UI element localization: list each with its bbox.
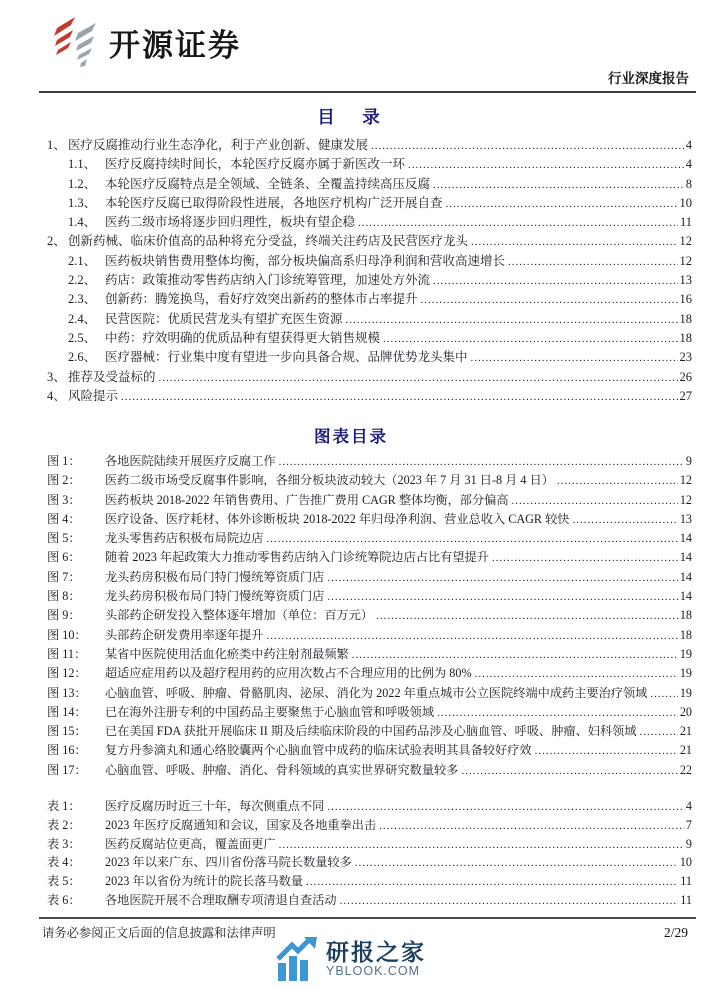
toc-entry[interactable] (47, 347, 692, 366)
watermark-name: 研报之家 (326, 939, 426, 966)
entry-page-number: 18 (679, 330, 692, 345)
entry-page-number: 12 (679, 253, 692, 268)
dotted-leader (266, 628, 677, 643)
entry-page-number: 4 (685, 799, 692, 813)
entry-page-number: 21 (679, 724, 692, 739)
figure-toc-entry[interactable] (47, 510, 692, 529)
toc-entry[interactable] (47, 251, 692, 270)
entry-label: 心脑血管、呼吸、肿瘤、骨骼肌肉、泌尿、消化为 2022 年重点城市公立医院终端中成药主要治疗领域 (105, 685, 648, 700)
figure-toc-entry[interactable] (47, 606, 692, 625)
watermark-domain: YBLOOK.COM (326, 963, 421, 978)
entry-label: 风险提示 (68, 388, 119, 403)
entry-label: 医疗反腐持续时间长，本轮医疗反腐亦属于新医改一环 (105, 157, 406, 172)
entry-label: 头部药企研发费用率逐年提升 (105, 627, 264, 642)
entry-label: 头部药企研发投入整体逐年增加（单位：百万元） (105, 608, 374, 623)
entry-label: 创新药械、临床价值高的品种将充分受益，终端关注药店及民营医疗龙头 (68, 234, 469, 249)
toc-entry[interactable] (47, 212, 692, 231)
entry-number: 3、 (47, 369, 66, 384)
toc-title: 目 录 (317, 107, 385, 127)
dotted-leader (327, 799, 684, 814)
toc-entry[interactable] (47, 328, 692, 347)
entry-page-number: 19 (679, 685, 692, 700)
dotted-leader (471, 350, 678, 365)
entry-number: 表 5： (47, 874, 81, 889)
entry-page-number: 9 (685, 454, 692, 468)
toc-entry[interactable] (47, 309, 692, 328)
entry-page-number: 16 (679, 292, 692, 307)
entry-page-number: 18 (679, 608, 692, 623)
toc-entry[interactable] (47, 367, 692, 386)
dotted-leader (433, 177, 684, 192)
entry-label: 本轮医疗反腐特点是全领域、全链条、全覆盖持续高压反腐 (105, 176, 431, 191)
entry-page-number: 20 (679, 704, 692, 719)
table-toc-entry[interactable] (47, 797, 692, 816)
entry-number: 2.6、 (68, 350, 97, 365)
entry-label: 已在海外注册专利的中国药品主要聚焦于心脑血管和呼吸领域 (105, 704, 435, 719)
entry-label: 医药板块 2018-2022 年销售费用、广告推广费用 CAGR 整体均衡，部分偏高 (105, 492, 509, 507)
header-divider (39, 91, 696, 93)
entry-label: 创新药：腾笼换鸟，看好疗效突出新药的整体市占率提升 (105, 292, 418, 307)
dotted-leader (279, 454, 684, 469)
entry-number: 图 6： (47, 550, 81, 565)
dotted-leader (557, 473, 678, 488)
entry-number: 2.5、 (68, 330, 97, 345)
entry-number: 4、 (47, 388, 66, 403)
dotted-leader (572, 512, 677, 527)
entry-label: 中药：疗效明确的优质品种有望获得更大销售规模 (105, 330, 381, 345)
entry-number: 图 3： (47, 492, 81, 507)
footer-disclaimer: 请务必参阅正文后面的信息披露和法律声明 (42, 926, 276, 940)
page-number-indicator: 2/29 (663, 925, 688, 940)
entry-number: 图 8： (47, 589, 81, 604)
entry-page-number: 21 (679, 743, 692, 758)
entry-number: 1.3、 (68, 195, 97, 210)
dotted-leader (327, 570, 677, 585)
entry-page-number: 11 (680, 874, 692, 889)
toc-entry[interactable] (47, 270, 692, 289)
entry-number: 1、 (47, 138, 66, 152)
figure-toc-entry[interactable] (47, 703, 692, 722)
entry-page-number: 10 (679, 855, 692, 870)
entry-page-number: 22 (679, 762, 692, 777)
entry-page-number: 26 (679, 369, 692, 384)
entry-number: 图 5： (47, 531, 81, 546)
entry-page-number: 14 (679, 550, 692, 565)
entry-number: 2、 (47, 234, 66, 249)
entry-number: 图 16： (47, 743, 87, 758)
entry-label: 龙头零售药店积极布局院边店 (105, 531, 264, 546)
entry-label: 复方丹参滴丸和通心络胶囊两个心脑血管中成药的临床试验表明其具备较好疗效 (105, 743, 532, 758)
entry-page-number: 23 (679, 350, 692, 365)
figure-toc-entry[interactable] (47, 452, 692, 471)
figure-toc-entry[interactable] (47, 548, 692, 567)
figure-toc-entry[interactable] (47, 645, 692, 664)
dotted-leader (446, 196, 678, 211)
watermark (276, 937, 426, 981)
entry-label: 医疗反腐推动行业生态净化，利于产业创新、健康发展 (68, 138, 369, 152)
entry-page-number: 14 (679, 589, 692, 604)
dotted-leader (471, 234, 677, 249)
dotted-leader (492, 550, 678, 565)
entry-page-number: 18 (679, 627, 692, 642)
report-type-label: 行业深度报告 (608, 71, 689, 86)
brand-name: 开源证券 (109, 27, 241, 63)
entry-number: 图 15： (47, 724, 87, 739)
entry-page-number: 4 (685, 138, 692, 152)
entry-label: 2023 年以省份为统计的院长落马数量 (105, 874, 304, 889)
toc-entry[interactable] (47, 135, 692, 154)
figure-toc-title: 图表目录 (314, 427, 388, 446)
figure-toc-entry[interactable] (47, 684, 692, 703)
toc-entry[interactable] (47, 193, 692, 212)
dotted-leader (376, 608, 678, 623)
watermark-texts (326, 940, 426, 977)
dotted-leader (306, 874, 678, 889)
entry-label: 2023 年医疗反腐通知和会议，国家及各地重拳出击 (105, 817, 377, 832)
toc-entry[interactable] (47, 289, 692, 308)
toc-entry[interactable] (47, 154, 692, 173)
table-toc-entry[interactable] (47, 891, 692, 910)
toc-list (47, 135, 692, 405)
dotted-leader (650, 686, 677, 701)
entry-label: 本轮医疗反腐已取得阶段性进展，各地医疗机构广泛开展自查 (105, 195, 443, 210)
entry-number: 2.2、 (68, 273, 97, 288)
dotted-leader (408, 157, 684, 172)
entry-number: 1.4、 (68, 215, 97, 230)
entry-page-number: 7 (685, 817, 692, 832)
dotted-leader (371, 138, 684, 153)
dotted-leader (421, 292, 678, 307)
entry-page-number: 27 (679, 388, 692, 403)
entry-page-number: 10 (679, 195, 692, 210)
entry-number: 图 12： (47, 666, 87, 681)
entry-label: 医疗器械：行业集中度有望进一步向具备合规、品牌优势龙头集中 (105, 350, 468, 365)
dotted-leader (535, 743, 678, 758)
toc-entry[interactable] (47, 174, 692, 193)
entry-label: 2023 年以来广东、四川省份落马院长数量较多 (105, 855, 352, 870)
figure-toc-entry[interactable] (47, 529, 692, 548)
dotted-leader (379, 818, 684, 833)
kaiyuan-securities-logo-icon (54, 16, 100, 68)
entry-label: 龙头药房积极布局门特门慢统筹资质门店 (105, 569, 325, 584)
table-toc-entry[interactable] (47, 872, 692, 891)
dotted-leader (121, 389, 677, 404)
entry-number: 图 11： (47, 646, 87, 661)
table-toc-entry[interactable] (47, 853, 692, 872)
toc-entry[interactable] (47, 231, 692, 250)
dotted-leader (358, 215, 678, 230)
dotted-leader (508, 254, 677, 269)
entry-number: 2.1、 (68, 253, 97, 268)
entry-label: 心脑血管、呼吸、肿瘤、消化、骨科领域的真实世界研究数量较多 (105, 762, 459, 777)
entry-page-number: 14 (679, 569, 692, 584)
entry-number: 表 6： (47, 892, 81, 907)
entry-number: 图 13： (47, 685, 87, 700)
entry-number: 图 10： (47, 627, 87, 642)
dotted-leader (461, 763, 677, 778)
entry-page-number: 11 (679, 215, 692, 230)
entry-label: 医药反腐站位更高，覆盖面更广 (105, 836, 276, 851)
dotted-leader (475, 666, 678, 681)
dotted-leader (340, 893, 679, 908)
entry-page-number: 12 (679, 234, 692, 249)
entry-label: 超适应症用药以及超疗程用药的应用次数占不合理应用的比例为 80% (105, 666, 472, 681)
entry-label: 龙头药房积极布局门特门慢统筹资质门店 (105, 589, 325, 604)
dotted-leader (352, 647, 678, 662)
entry-number: 2.3、 (68, 292, 97, 307)
table-toc-entry[interactable] (47, 816, 692, 835)
figure-toc-entry[interactable] (47, 626, 692, 645)
dotted-leader (383, 331, 677, 346)
figure-toc-entry[interactable] (47, 471, 692, 490)
entry-label: 民营医院：优质民营龙头有望扩充医生资源 (105, 311, 343, 326)
figure-toc-entry[interactable] (47, 722, 692, 741)
bar-chart-arrow-icon (276, 937, 318, 981)
entry-number: 图 17： (47, 762, 87, 777)
entry-label: 各地医院陆续开展医疗反腐工作 (105, 454, 276, 468)
dotted-leader (159, 370, 678, 385)
entry-number: 表 2： (47, 817, 81, 832)
figure-toc-entry[interactable] (47, 587, 692, 606)
dotted-leader (266, 531, 677, 546)
entry-number: 表 3： (47, 836, 81, 851)
entry-page-number: 12 (679, 492, 692, 507)
figure-toc-entry[interactable] (47, 741, 692, 760)
entry-page-number: 18 (679, 311, 692, 326)
dotted-leader (355, 855, 678, 870)
entry-label: 推荐及受益标的 (68, 369, 156, 384)
dotted-leader (433, 273, 677, 288)
table-toc-list (47, 797, 692, 910)
figure-toc-entry[interactable] (47, 491, 692, 510)
entry-number: 图 4： (47, 511, 81, 526)
entry-page-number: 13 (679, 273, 692, 288)
entry-number: 1.1、 (68, 157, 97, 172)
entry-page-number: 4 (685, 157, 692, 172)
dotted-leader (640, 724, 678, 739)
entry-label: 各地医院开展不合理取酬专项清退自查活动 (105, 892, 337, 907)
entry-label: 医药二级市场受反腐事件影响，各细分板块波动较大（2023 年 7 月 31 日-8 月 4 日） (105, 473, 554, 488)
entry-page-number: 14 (679, 531, 692, 546)
entry-page-number: 19 (679, 646, 692, 661)
entry-label: 医疗反腐历时近三十年，每次侧重点不同 (105, 799, 325, 813)
table-toc-entry[interactable] (47, 835, 692, 854)
entry-number: 图 7： (47, 569, 81, 584)
entry-number: 表 4： (47, 855, 81, 870)
entry-number: 图 2： (47, 473, 81, 488)
entry-number: 表 1： (47, 799, 81, 813)
entry-page-number: 19 (679, 666, 692, 681)
entry-label: 医药二级市场将逐步回归理性，板块有望企稳 (105, 215, 356, 230)
entry-label: 已在美国 FDA 获批开展临床 II 期及后续临床阶段的中国药品涉及心脑血管、呼吸、肿瘤、妇科领域 (105, 724, 637, 739)
entry-page-number: 12 (679, 473, 692, 488)
entry-number: 图 14： (47, 704, 87, 719)
dotted-leader (327, 589, 677, 604)
figure-toc-entry[interactable] (47, 664, 692, 683)
entry-label: 医药板块销售费用整体均衡，部分板块偏高系归母净利润和营收高速增长 (105, 253, 506, 268)
entry-label: 某省中医院使用活血化瘀类中药注射剂最频繁 (105, 646, 349, 661)
dotted-leader (346, 312, 678, 327)
entry-label: 药店：政策推动零售药店纳入门诊统筹管理，加速处方外流 (105, 273, 431, 288)
brand-header (54, 16, 241, 68)
figure-toc-entry[interactable] (47, 568, 692, 587)
dotted-leader (512, 493, 678, 508)
figure-toc-entry[interactable] (47, 761, 692, 780)
entry-number: 图 9： (47, 608, 81, 623)
entry-label: 随着 2023 年起政策大力推动零售药店纳入门诊统筹院边店占比有望提升 (105, 550, 489, 565)
footer-divider (39, 917, 696, 919)
entry-number: 2.4、 (68, 311, 97, 326)
entry-number: 图 1： (47, 454, 81, 468)
figure-toc-list (47, 452, 692, 780)
entry-page-number: 11 (680, 892, 692, 907)
dotted-leader (279, 837, 684, 852)
dotted-leader (437, 705, 678, 720)
entry-number: 1.2、 (68, 176, 97, 191)
entry-page-number: 13 (679, 511, 692, 526)
toc-entry[interactable] (47, 386, 692, 405)
entry-label: 医疗设备、医疗耗材、体外诊断板块 2018-2022 年归母净利润、营业总收入 CAGR 较快 (105, 511, 570, 526)
entry-page-number: 9 (685, 836, 692, 851)
entry-page-number: 8 (685, 176, 692, 191)
